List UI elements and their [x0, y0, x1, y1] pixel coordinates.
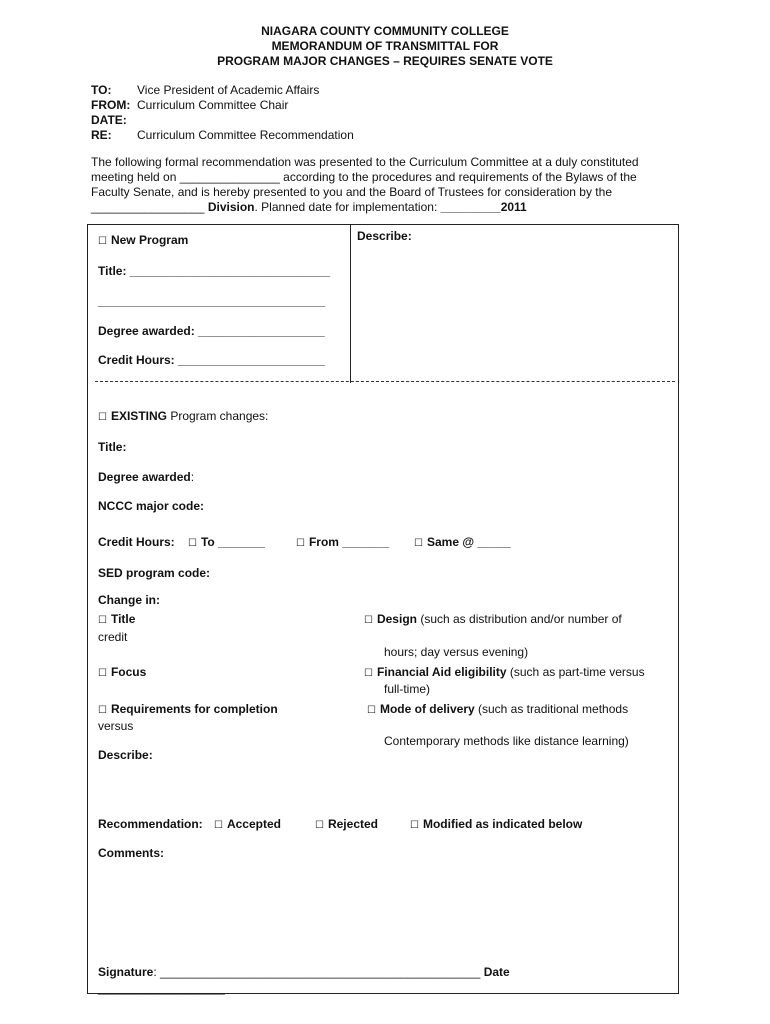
change-requirements-checkbox[interactable]: ☐: [98, 705, 107, 716]
date-field-label: Date: [483, 965, 510, 979]
change-delivery-description: (such as traditional methods: [478, 702, 629, 716]
modified-label: Modified as indicated below: [422, 817, 583, 831]
to-label: TO:: [91, 83, 112, 97]
from-value: Curriculum Committee Chair: [137, 98, 289, 112]
change-design-checkbox[interactable]: ☐: [364, 615, 373, 626]
existing-label: EXISTING: [110, 409, 167, 423]
modified-option[interactable]: [410, 817, 582, 831]
new-program-degree-field[interactable]: Degree awarded: ___________________: [98, 324, 325, 338]
credit-to-checkbox[interactable]: ☐: [188, 538, 197, 549]
existing-label-rest: Program changes:: [170, 409, 269, 423]
existing-degree-label: Degree awarded: [98, 470, 191, 484]
change-title-option[interactable]: [98, 612, 135, 626]
change-in-label: Change in:: [98, 593, 160, 607]
accepted-label: Accepted: [226, 817, 281, 831]
change-finaid-label: Financial Aid eligibility: [376, 665, 507, 679]
comments-label: Comments:: [98, 846, 165, 860]
change-finaid-option[interactable]: [364, 665, 645, 679]
form-box: [87, 224, 679, 994]
credit-to-option[interactable]: [188, 535, 265, 549]
signature-label: Signature: [98, 965, 154, 979]
re-label: RE:: [91, 128, 112, 142]
recommendation-label: Recommendation:: [98, 817, 203, 831]
date-field-line[interactable]: ___________________: [98, 981, 225, 995]
accepted-option[interactable]: [214, 817, 281, 831]
major-code-field[interactable]: NCCC major code:: [98, 499, 205, 513]
rejected-option[interactable]: [315, 817, 378, 831]
new-program-title-field[interactable]: Title: ______________________________: [98, 264, 330, 278]
new-program-credit-field[interactable]: Credit Hours: ______________________: [98, 353, 325, 367]
new-program-describe-label: Describe:: [357, 229, 412, 243]
credit-same-option[interactable]: [414, 535, 511, 549]
change-delivery-checkbox[interactable]: ☐: [367, 705, 376, 716]
change-delivery-option[interactable]: [367, 702, 628, 716]
change-design-label: Design: [376, 612, 417, 626]
to-value: Vice President of Academic Affairs: [137, 83, 320, 97]
change-requirements-continuation: versus: [98, 719, 134, 733]
signature-line: : ________________________________________________: [153, 965, 481, 979]
implementation-text: . Planned date for implementation:: [254, 200, 438, 214]
from-label: FROM:: [91, 98, 131, 112]
change-design-description: (such as distribution and/or number of: [420, 612, 622, 626]
change-title-continuation: credit: [98, 630, 128, 644]
credit-same-checkbox[interactable]: ☐: [414, 538, 423, 549]
existing-describe-label: Describe:: [98, 748, 153, 762]
existing-degree-colon: :: [190, 470, 195, 484]
credit-to-label: To _______: [200, 535, 265, 549]
rejected-checkbox[interactable]: ☐: [315, 820, 324, 831]
change-focus-option[interactable]: [98, 665, 146, 679]
implementation-year: _________2011: [440, 200, 527, 214]
change-focus-checkbox[interactable]: ☐: [98, 668, 107, 679]
change-finaid-checkbox[interactable]: ☐: [364, 668, 373, 679]
new-program-checkbox[interactable]: ☐: [98, 236, 107, 247]
existing-degree-field[interactable]: [98, 470, 194, 484]
section-divider: [95, 381, 675, 382]
change-finaid-description: (such as part-time versus: [509, 665, 645, 679]
credit-from-option[interactable]: [296, 535, 389, 549]
accepted-checkbox[interactable]: ☐: [214, 820, 223, 831]
rejected-label: Rejected: [327, 817, 378, 831]
division-blank: _________________: [91, 200, 205, 214]
new-program-title-field-line2[interactable]: __________________________________: [98, 294, 325, 308]
college-name: NIAGARA COUNTY COMMUNITY COLLEGE: [261, 24, 509, 38]
change-design-continuation: hours; day versus evening): [384, 645, 529, 659]
change-finaid-continuation: full-time): [384, 682, 431, 696]
credit-from-checkbox[interactable]: ☐: [296, 538, 305, 549]
existing-title-field[interactable]: Title:: [98, 440, 127, 454]
intro-line-2: meeting held on _______________ according to the procedures and requirements of the Bylaws of the: [91, 170, 637, 184]
change-title-label: Title: [110, 612, 136, 626]
change-focus-label: Focus: [110, 665, 147, 679]
new-program-label: New Program: [110, 233, 189, 247]
date-label: DATE:: [91, 113, 127, 127]
change-delivery-continuation: Contemporary methods like distance learning): [384, 734, 629, 748]
intro-line-4: [91, 200, 527, 214]
memo-subtitle: PROGRAM MAJOR CHANGES – REQUIRES SENATE VOTE: [217, 54, 553, 68]
change-design-option[interactable]: [364, 612, 622, 626]
credit-same-label: Same @ _____: [426, 535, 511, 549]
re-value: Curriculum Committee Recommendation: [137, 128, 354, 142]
new-program-option[interactable]: [98, 233, 188, 247]
division-label: Division: [207, 200, 255, 214]
intro-line-3: Faculty Senate, and is hereby presented to you and the Board of Trustees for consideration by the: [91, 185, 612, 199]
change-title-checkbox[interactable]: ☐: [98, 615, 107, 626]
credit-hours-label: Credit Hours:: [98, 535, 175, 549]
existing-program-checkbox[interactable]: ☐: [98, 412, 107, 423]
existing-program-option[interactable]: [98, 409, 268, 423]
change-requirements-label: Requirements for completion: [110, 702, 278, 716]
modified-checkbox[interactable]: ☐: [410, 820, 419, 831]
change-delivery-label: Mode of delivery: [379, 702, 475, 716]
credit-from-label: From _______: [308, 535, 390, 549]
sed-code-field[interactable]: SED program code:: [98, 566, 211, 580]
memo-title: MEMORANDUM OF TRANSMITTAL FOR: [271, 39, 499, 53]
column-divider: [350, 224, 351, 383]
signature-field[interactable]: [98, 965, 510, 979]
change-requirements-option[interactable]: [98, 702, 278, 716]
intro-line-1: The following formal recommendation was presented to the Curriculum Committee at a duly constituted: [91, 155, 639, 169]
